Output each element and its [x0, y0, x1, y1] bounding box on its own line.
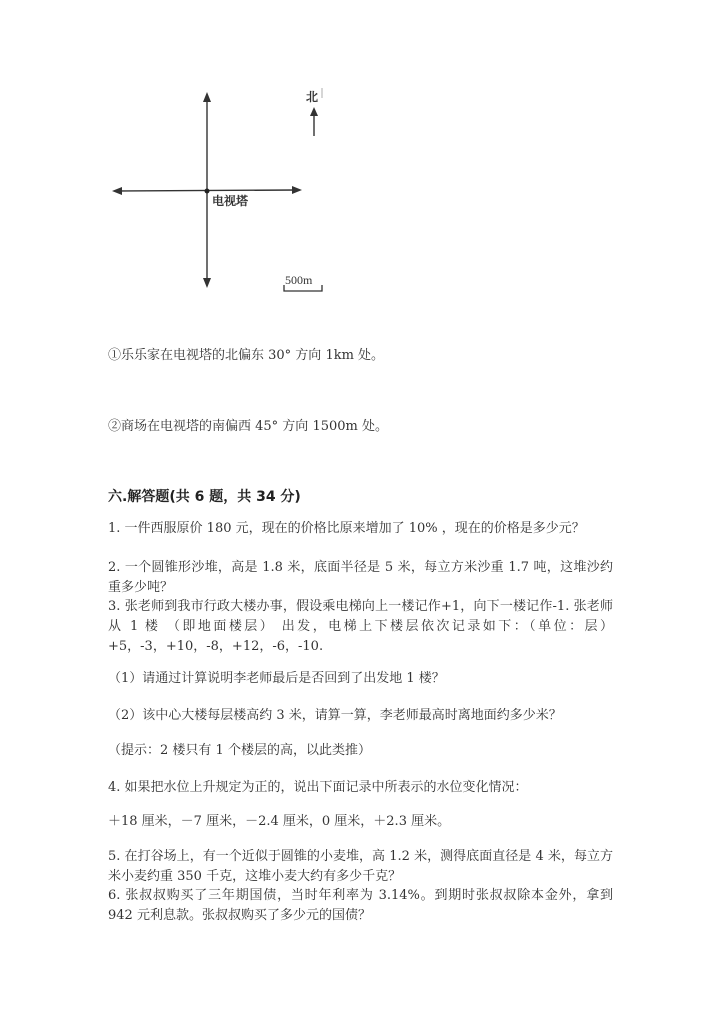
section-title: 六.解答题(共 6 题，共 34 分) — [108, 489, 301, 505]
question-2: 2. 一个圆锥形沙堆，高是 1.8 米，底面半径是 5 米，每立方米沙重 1.7 吨，这堆沙约重多少吨？ — [108, 560, 613, 595]
question-6: 6. 张叔叔购买了三年期国债，当时年利率为 3.14%。到期时张叔叔除本金外，拿到 942 元利息款。张叔叔购买了多少元的国债？ — [108, 888, 613, 923]
question-4: 4. 如果把水位上升规定为正的，说出下面记录中所表示的水位变化情况： — [108, 780, 528, 795]
item-mall: ②商场在电视塔的南偏西 45° 方向 1500m 处。 — [108, 419, 388, 434]
north-label: 北 — [306, 90, 319, 104]
question-3: 3. 张老师到我市行政大楼办事，假设乘电梯向上一楼记作+1，向下一楼记作-1. 张老师从 1 楼 （即地面楼层） 出发，电梯上下楼层依次记录如下：（单位：层）+5，-3，+10，-8，+12，-6，-10. — [108, 599, 613, 654]
question-4-values: ＋18 厘米，－7 厘米，－2.4 厘米，0 厘米，＋2.3 厘米。 — [108, 814, 451, 829]
question-3-sub-2: （2）该中心大楼每层楼高约 3 米，请算一算，李老师最高时离地面约多少米？ — [108, 708, 562, 723]
direction-diagram — [100, 80, 350, 310]
question-3-sub-1: （1）请通过计算说明李老师最后是否回到了出发地 1 楼？ — [108, 671, 445, 686]
scale-label: 500m — [285, 273, 313, 287]
question-3-hint: （提示：2 楼只有 1 个楼层的高，以此类推） — [108, 743, 371, 758]
question-1: 1. 一件西服原价 180 元，现在的价格比原来增加了 10% ，现在的价格是多少元？ — [108, 521, 585, 536]
tv-tower-label: 电视塔 — [212, 194, 249, 208]
question-5: 5. 在打谷场上，有一个近似于圆锥的小麦堆，高 1.2 米，测得底面直径是 4 米，每立方米小麦约重 350 千克，这堆小麦大约有多少千克？ — [108, 849, 613, 884]
item-lele-home: ①乐乐家在电视塔的北偏东 30° 方向 1km 处。 — [108, 348, 385, 363]
